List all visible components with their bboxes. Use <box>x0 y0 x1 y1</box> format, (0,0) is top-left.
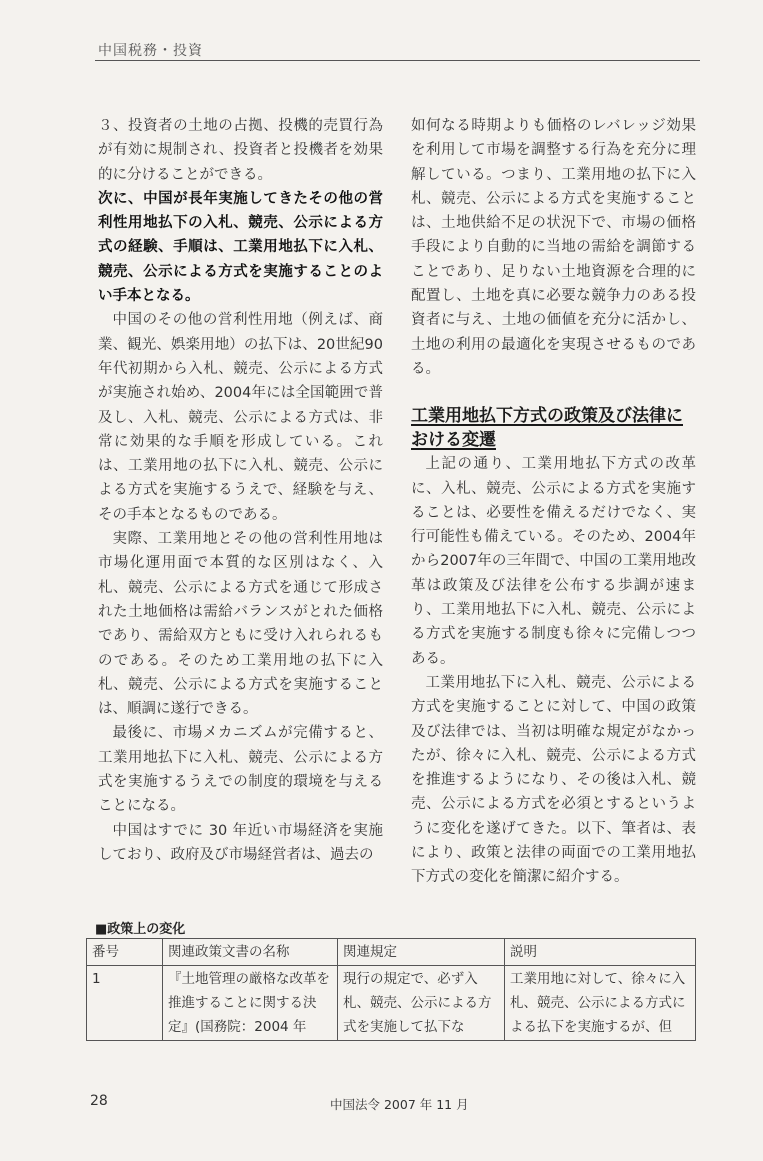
paragraph: 上記の通り、工業用地払下方式の改革に、入札、競売、公示による方式を実施することは、必要性を備えるだけでなく、実行可能性も備えている。そのため、2004年から2007年の三年間で、中国の工業用地改革は政策及び法律を公布する歩調が速まり、工業用地払下に入札、競売、公示による方式を実施する制度も徐々に完備しつつある。 <box>411 456 696 667</box>
table-row <box>87 966 696 1041</box>
magazine-footer: 中国法令 2007 年 11 月 <box>330 1097 469 1112</box>
running-header: 中国税務・投資 <box>98 43 203 59</box>
column-header: 説明 <box>505 939 696 966</box>
paragraph: 工業用地払下に入札、競売、公示による方式を実施することに対して、中国の政策及び法律では、当初は明確な規定がなかったが、徐々に入札、競売、公示による方式を推進するようになり、その後は入札、競売、公示による方式を必須とするというように変化を遂げてきた。以下、筆者は、表により、政策と法律の両面での工業用地払下方式の変化を簡潔に紹介する。 <box>411 674 696 886</box>
bold-paragraph: 次に、中国が長年実施してきたその他の営利性用地払下の入札、競売、公示による方式の経験、手順は、工業用地払下に入札、競売、公示による方式を実施することのよい手本となる。 <box>98 190 383 305</box>
column-header: 番号 <box>87 939 163 966</box>
paragraph: 実際、工業用地とその他の営利性用地は市場化運用面で本質的な区別はなく、入札、競売、公示による方式を通じて形成された土地価格は需給バランスがとれた価格であり、需給双方ともに受け入れられるものである。そのため工業用地の払下に入札、競売、公示による方式を実施することは、順調に遂行できる。 <box>98 531 383 718</box>
section-heading: 工業用地払下方式の政策及び法律における変遷 <box>411 406 683 451</box>
table-header-row <box>87 939 696 966</box>
paragraph: ３、投資者の土地の占拠、投機的売買行為が有効に規制され、投資者と投機者を効果的に分けることができる。 <box>98 118 383 183</box>
table-cell <box>505 966 696 1041</box>
table-cell <box>338 966 505 1041</box>
cell-text: 1 <box>92 971 101 987</box>
paragraph: 中国はすでに 30 年近い市場経済を実施しており、政府及び市場経営者は、過去の <box>98 822 383 863</box>
policy-table <box>86 938 696 1041</box>
right-column <box>411 114 696 890</box>
column-header: 関連規定 <box>338 939 505 966</box>
table-caption: ■政策上の変化 <box>95 922 186 937</box>
page-number: 28 <box>90 1093 108 1109</box>
table-cell <box>87 966 163 1041</box>
table-cell <box>163 966 338 1041</box>
header-rule <box>95 60 700 61</box>
paragraph: 如何なる時期よりも価格のレバレッジ効果を利用して市場を調整する行為を充分に理解している。つまり、工業用地の払下に入札、競売、公示による方式を実施することは、土地供給不足の状況下で、市場の価格手段により自動的に当地の需給を調節することであり、足りない土地資源を合理的に配置し、土地を真に必要な競争力のある投資者に与え、土地の価値を充分に活かし、土地の利用の最適化を実現させるものである。 <box>411 118 696 377</box>
left-column <box>98 114 383 867</box>
cell-text: 現行の規定で、必ず入札、競売、公示による方式を実施して払下な <box>343 971 492 1035</box>
paragraph: 中国のその他の営利性用地（例えば、商業、観光、娯楽用地）の払下は、20世紀90年代初期から入札、競売、公示による方式が実施され始め、2004年には全国範囲で普及し、入札、競売、公示による方式は、非常に効果的な手順を形成している。これは、工業用地の払下に入札、競売、公示による方式を実施するうえで、経験を与え、その手本となるものである。 <box>98 312 383 523</box>
cell-text: 工業用地に対して、徐々に入札、競売、公示による方式による払下を実施するが、但 <box>510 971 686 1035</box>
column-header: 関連政策文書の名称 <box>163 939 338 966</box>
cell-text: 『土地管理の厳格な改革を推進することに関する決定』(国務院：2004 年 <box>168 971 330 1035</box>
paragraph: 最後に、市場メカニズムが完備すると、工業用地払下に入札、競売、公示による方式を実施するうえでの制度的環境を与えることになる。 <box>98 725 383 815</box>
